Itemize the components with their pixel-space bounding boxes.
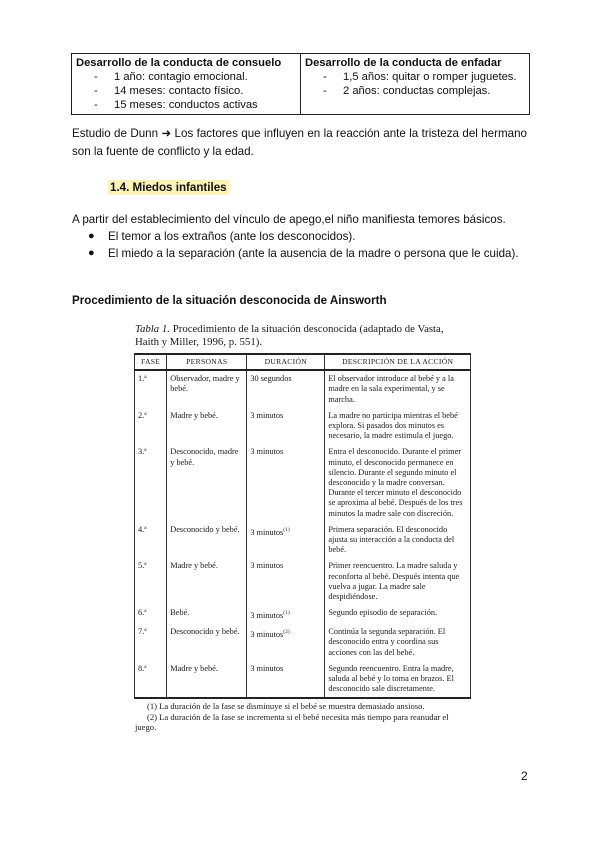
table-row xyxy=(135,624,471,661)
fase-cell: 2.ª xyxy=(135,408,167,445)
fase-cell: 4.ª xyxy=(135,522,167,559)
enfadar-item: - 1,5 años: quitar o romper juguetes. xyxy=(323,71,517,83)
personas-cell: Desconocido, madre y bebé. xyxy=(167,444,247,521)
enfadar-item: - 2 años: conductas complejas. xyxy=(323,85,491,97)
fears-list xyxy=(88,228,528,262)
comparison-table xyxy=(71,53,530,115)
personas-cell: Madre y bebé. xyxy=(167,661,247,699)
personas-cell: Desconocido y bebé. xyxy=(167,522,247,559)
table-row xyxy=(135,558,471,605)
bullet-dot-icon: ● xyxy=(88,247,95,259)
fase-cell: 5.ª xyxy=(135,558,167,605)
caption-text: Procedimiento de la situación desconocida (adaptado de Vasta, Haith y Miller, 1996, p. 551). xyxy=(135,323,444,348)
fear-bullet: ● El miedo a la separación (ante la ausencia de la madre o persona que le cuida). xyxy=(88,247,519,260)
descripcion-cell: Segundo reencuentro. Entra la madre, saluda al bebé y lo toma en brazos. El desconocido sale discretamente. xyxy=(325,661,471,699)
duracion-cell: 3 minutos xyxy=(247,558,325,605)
personas-cell: Bebé. xyxy=(167,605,247,624)
fase-cell: 6.ª xyxy=(135,605,167,624)
duracion-cell: 3 minutos$^{(2)}$ xyxy=(247,624,325,661)
table-note: (2) La duración de la fase se incrementa si el bebé necesita más tiempo para reanudar el juego. xyxy=(135,711,449,733)
col-header-fase: FASE xyxy=(135,354,167,370)
col-header-personas: PERSONAS xyxy=(167,354,247,370)
section-heading: 1.4. Miedos infantiles xyxy=(110,181,227,194)
descripcion-cell: Entra el desconocido. Durante el primer minuto, el desconocido permanece en silencio. Durante el segundo minuto el desconocido y la madre conversan. Durante el tercer minuto el desconocido se aproxima al bebé. Después de los tres minutos la madre sale con discreción. xyxy=(325,444,471,521)
personas-cell: Desconocido y bebé. xyxy=(167,624,247,661)
table-row xyxy=(135,444,471,521)
descripcion-cell: Continúa la segunda separación. El desconocido entra y coordina sus acciones con las del bebé. xyxy=(325,624,471,661)
consuelo-item: - 14 meses: contacto físico. xyxy=(94,85,244,97)
table-row xyxy=(135,408,471,445)
col-header-duracion: DURACIÓN xyxy=(247,354,325,370)
table-row xyxy=(135,661,471,699)
dunn-paragraph: Estudio de Dunn ➜ Los factores que influyen en la reacción ante la tristeza del hermano son la fuente de conflicto y la edad. xyxy=(72,127,527,158)
intro-paragraph: A partir del establecimiento del vínculo de apego,el niño manifiesta temores básicos. xyxy=(72,213,506,226)
fase-cell: 8.ª xyxy=(135,661,167,699)
descripcion-cell: El observador introduce al bebé y a la madre en la sala experimental, y se marcha. xyxy=(325,370,471,408)
descripcion-cell: Primer reencuentro. La madre saluda y reconforta al bebé. Después intenta que vuelva a jugar. La madre sale despidiéndose. xyxy=(325,558,471,605)
duracion-cell: 3 minutos xyxy=(247,444,325,521)
caption-label: Tabla 1. xyxy=(135,323,171,335)
duracion-cell: 3 minutos xyxy=(247,408,325,445)
personas-cell: Observador, madre y bebé. xyxy=(167,370,247,408)
fase-cell: 3.ª xyxy=(135,444,167,521)
procedure-heading: Procedimiento de la situación desconocida de Ainsworth xyxy=(72,294,387,307)
personas-cell: Madre y bebé. xyxy=(167,558,247,605)
table-note: (1) La duración de la fase se disminuye si el bebé se muestra demasiado ansioso. xyxy=(147,701,425,712)
page-number: 2 xyxy=(521,769,528,783)
table-notes xyxy=(135,701,470,733)
enfadar-title: Desarrollo de la conducta de enfadar xyxy=(305,57,502,69)
table-row xyxy=(135,522,471,559)
fear-bullet: ● El temor a los extraños (ante los desconocidos). xyxy=(88,230,356,243)
consuelo-item: - 1 año: contagio emocional. xyxy=(94,71,248,83)
duracion-cell: 3 minutos$^{(1)}$ xyxy=(247,605,325,624)
descripcion-cell: La madre no participa mientras el bebé explora. Si pasados dos minutos es necesario, la madre estimula el juego. xyxy=(325,408,471,445)
duracion-cell: 3 minutos xyxy=(247,661,325,699)
descripcion-cell: Segundo episodio de separación. xyxy=(325,605,471,624)
ainsworth-table xyxy=(134,353,471,699)
scanned-table-figure xyxy=(135,323,470,733)
consuelo-item: - 15 meses: conductos activas xyxy=(94,99,258,111)
duracion-cell: 30 segundos xyxy=(247,370,325,408)
table-row xyxy=(135,605,471,624)
consuelo-cell xyxy=(72,54,301,115)
fase-cell: 1.ª xyxy=(135,370,167,408)
fase-cell: 7.ª xyxy=(135,624,167,661)
table-caption xyxy=(135,323,470,349)
enfadar-cell xyxy=(301,54,530,115)
consuelo-title: Desarrollo de la conducta de consuelo xyxy=(76,57,282,69)
col-header-descripcion: DESCRIPCIÓN DE LA ACCIÓN xyxy=(325,354,471,370)
bullet-dot-icon: ● xyxy=(88,230,95,242)
descripcion-cell: Primera separación. El desconocido ajusta su interacción a la conducta del bebé. xyxy=(325,522,471,559)
table-row xyxy=(135,370,471,408)
duracion-cell: 3 minutos$^{(1)}$ xyxy=(247,522,325,559)
personas-cell: Madre y bebé. xyxy=(167,408,247,445)
